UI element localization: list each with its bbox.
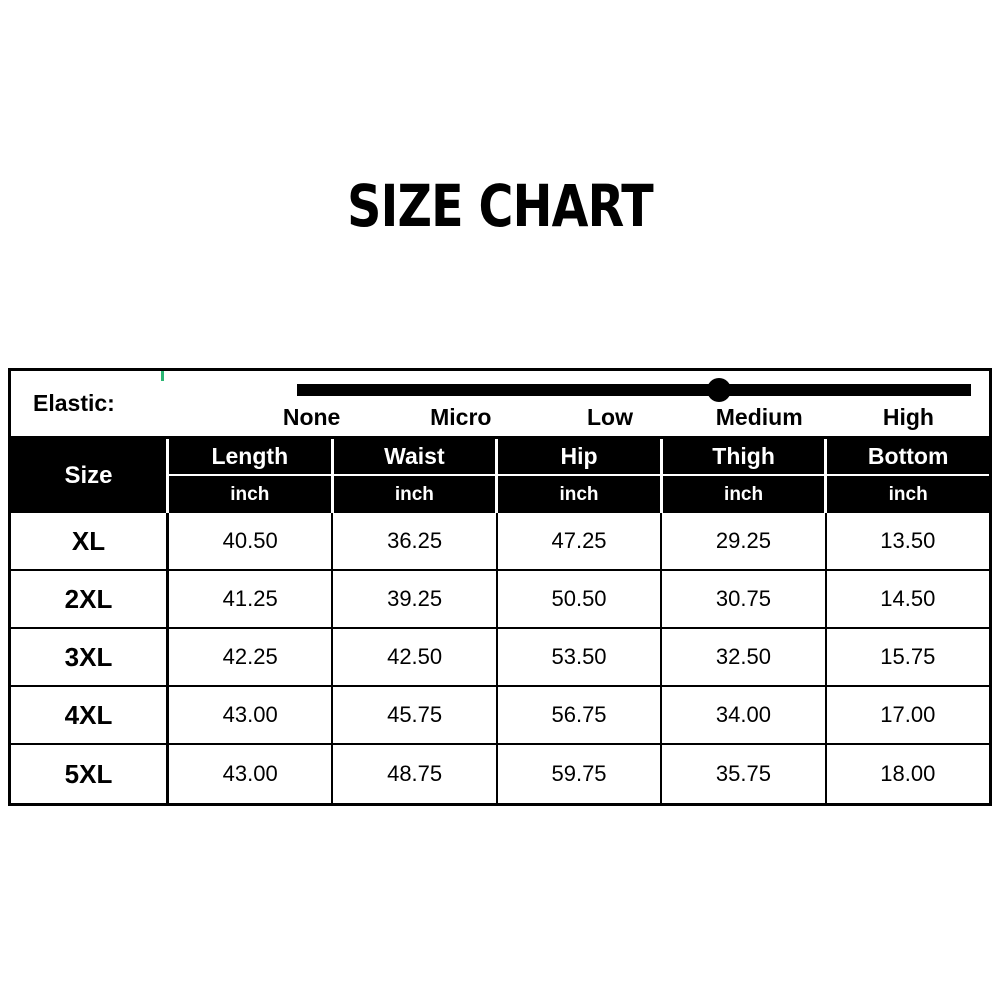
cell-length: 43.00 <box>169 745 333 803</box>
header-col-bottom-unit: inch <box>888 483 928 505</box>
table-row <box>11 687 989 745</box>
size-chart-table <box>8 368 992 806</box>
elastic-level-low: Low <box>587 404 633 430</box>
cell-waist: 45.75 <box>333 687 497 743</box>
cell-thigh: 29.25 <box>662 513 826 569</box>
cell-length: 43.00 <box>169 687 333 743</box>
header-col-hip <box>498 439 663 513</box>
row-cells <box>169 687 989 743</box>
header-col-length-name: Length <box>169 439 331 476</box>
elastic-level-none: None <box>282 404 341 430</box>
elastic-scale-bar <box>297 384 971 396</box>
row-cells <box>169 629 989 685</box>
elastic-label: Elastic: <box>33 390 115 416</box>
header-col-length-unit: inch <box>230 483 270 505</box>
cell-hip: 59.75 <box>498 745 662 803</box>
cell-thigh: 30.75 <box>662 571 826 627</box>
cell-waist: 48.75 <box>333 745 497 803</box>
cell-length: 40.50 <box>169 513 333 569</box>
cell-bottom: 14.50 <box>880 586 936 611</box>
cell-hip: 47.25 <box>498 513 662 569</box>
header-col-waist <box>334 439 499 513</box>
row-cells <box>169 571 989 627</box>
cell-waist: 42.50 <box>333 629 497 685</box>
cell-bottom: 18.00 <box>880 761 936 786</box>
table-row <box>11 513 989 571</box>
elastic-row <box>11 371 989 439</box>
row-cells <box>169 745 989 803</box>
cell-waist: 39.25 <box>333 571 497 627</box>
elastic-level-micro: Micro <box>430 404 492 430</box>
cell-thigh: 35.75 <box>662 745 826 803</box>
elastic-scale-knob[interactable] <box>707 378 731 402</box>
cell-waist: 36.25 <box>333 513 497 569</box>
table-row <box>11 629 989 687</box>
table-row <box>11 571 989 629</box>
cell-hip: 56.75 <box>498 687 662 743</box>
cell-length: 41.25 <box>169 571 333 627</box>
header-col-waist-unit: inch <box>394 483 434 505</box>
green-tick-marker <box>161 371 164 381</box>
cell-bottom: 17.00 <box>880 702 936 727</box>
header-col-thigh <box>663 439 828 513</box>
header-col-bottom-name: Bottom <box>827 439 989 476</box>
cell-thigh: 34.00 <box>662 687 826 743</box>
elastic-scale[interactable] <box>169 371 989 436</box>
row-size: 5XL <box>11 745 169 803</box>
elastic-level-high: High <box>882 404 934 430</box>
table-header <box>11 439 989 513</box>
cell-hip: 53.50 <box>498 629 662 685</box>
page-title: SIZE CHART <box>347 172 653 240</box>
header-col-length <box>169 439 334 513</box>
cell-thigh: 32.50 <box>662 629 826 685</box>
elastic-scale-labels <box>169 403 989 431</box>
elastic-level-medium: Medium <box>715 404 803 430</box>
row-size: 3XL <box>11 629 169 685</box>
header-size: Size <box>11 439 169 513</box>
cell-bottom: 15.75 <box>880 644 936 669</box>
row-size: 2XL <box>11 571 169 627</box>
table-row <box>11 745 989 803</box>
cell-length: 42.25 <box>169 629 333 685</box>
row-size: 4XL <box>11 687 169 743</box>
cell-hip: 50.50 <box>498 571 662 627</box>
row-cells <box>169 513 989 569</box>
header-columns <box>169 439 989 513</box>
header-col-bottom <box>827 439 989 513</box>
header-col-waist-name: Waist <box>334 439 496 476</box>
row-size: XL <box>11 513 169 569</box>
header-col-hip-unit: inch <box>559 483 599 505</box>
header-col-thigh-unit: inch <box>724 483 764 505</box>
header-col-hip-name: Hip <box>498 439 660 476</box>
header-col-thigh-name: Thigh <box>663 439 825 476</box>
cell-bottom: 13.50 <box>880 528 936 553</box>
